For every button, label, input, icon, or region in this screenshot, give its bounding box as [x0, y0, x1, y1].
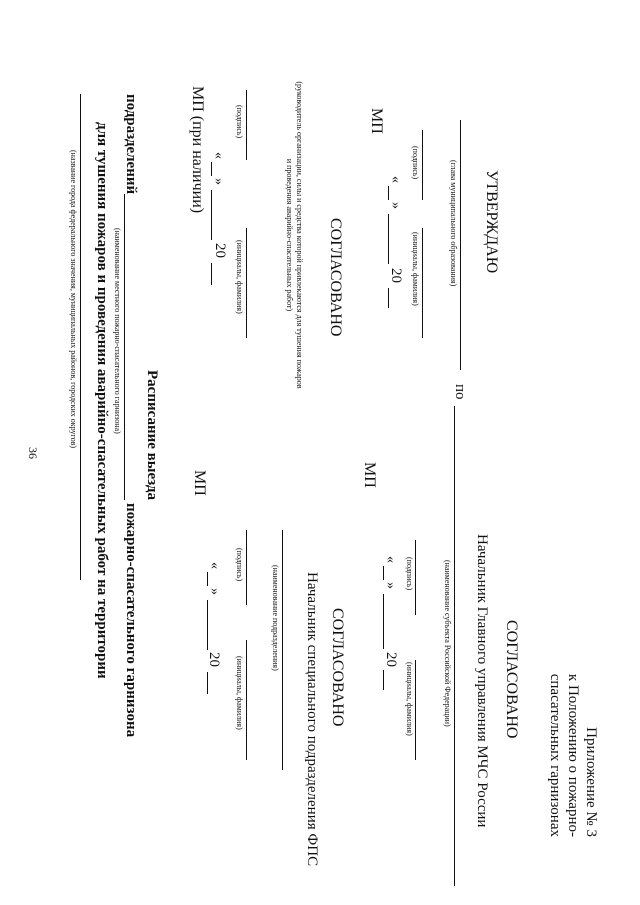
schedule-garrison-line: [124, 194, 125, 500]
mchs-po: по: [452, 384, 468, 400]
approve-heading: УТВЕРЖДАЮ: [483, 170, 500, 274]
fps-day-line: [207, 572, 208, 586]
org-name-caption: (инициалы, фамилия): [235, 240, 244, 314]
org-date-open: «: [211, 152, 226, 159]
page-number: 36: [26, 447, 40, 459]
fps-signature-line: [246, 530, 247, 605]
org-stamp: МП (при наличии): [189, 86, 206, 214]
fps-title: Начальник специального подразделения ФПС: [304, 572, 320, 867]
fps-year-line: [207, 672, 208, 694]
mchs-date-close: »: [383, 582, 398, 589]
approve-position-line: [460, 120, 461, 370]
org-date-close: »: [211, 178, 226, 185]
fps-heading: СОГЛАСОВАНО: [329, 608, 346, 727]
approve-position-caption: (глава муниципального образования): [449, 160, 458, 287]
org-signature-line: [246, 90, 247, 160]
mchs-name-caption: (инициалы, фамилия): [405, 662, 414, 736]
schedule-territory-line: [80, 94, 81, 580]
approve-name-line: [422, 228, 423, 338]
fps-month-line: [207, 600, 208, 650]
org-year-line: [211, 263, 212, 285]
mchs-year-prefix: 20: [383, 652, 399, 667]
approve-date-close: »: [388, 202, 403, 209]
fps-signature-caption: (подпись): [235, 548, 244, 582]
mchs-subject-line: [454, 406, 455, 886]
appendix-line-3: спасательных гарнизонах: [547, 673, 563, 837]
fps-date-open: «: [207, 562, 222, 569]
org-position-caption: (руководитель организации, силы и средства которой привлекаются для тушения пожаров и проведения аварийно-спасательных работ): [285, 81, 304, 389]
mchs-signature-line: [415, 540, 416, 615]
org-name-line: [246, 228, 247, 338]
schedule-line-right: пожарно-спасательного гарнизона: [123, 503, 139, 738]
mchs-date-open: «: [383, 556, 398, 563]
mchs-signature-caption: (подпись): [405, 557, 414, 591]
approve-name-caption: (инициалы, фамилия): [411, 232, 420, 306]
approve-date-open: «: [388, 176, 403, 183]
mchs-stamp: МП: [361, 462, 378, 488]
schedule-line-2: для тушения пожаров и проведения аварийно-спасательных работ на территории: [94, 122, 110, 679]
mchs-title: Начальник Главного управления МЧС России: [474, 534, 490, 828]
org-year-prefix: 20: [212, 243, 228, 258]
org-signature-caption: (подпись): [235, 105, 244, 139]
approve-signature-line: [422, 130, 423, 200]
approve-signature-caption: (подпись): [411, 146, 420, 180]
mchs-month-line: [383, 594, 384, 649]
mchs-year-line: [383, 670, 384, 690]
schedule-garrison-caption: (наименование местного пожарно-спасательного гарнизона): [113, 228, 122, 434]
org-day-line: [211, 162, 212, 176]
schedule-territory-caption: (название города федерального значения, муниципальных районов, городских округов): [69, 150, 78, 449]
approve-year-line: [388, 288, 389, 308]
appendix-number: Приложение № 3: [583, 727, 599, 837]
schedule-title: Расписание выезда: [144, 370, 160, 500]
fps-stamp: МП: [191, 470, 208, 496]
fps-year-prefix: 20: [206, 652, 222, 667]
approve-month-line: [388, 214, 389, 264]
org-heading: СОГЛАСОВАНО: [327, 218, 344, 337]
fps-unit-line: [282, 530, 283, 770]
schedule-line-left: подразделений: [123, 94, 139, 195]
approve-day-line: [388, 186, 389, 200]
fps-date-close: »: [207, 588, 222, 595]
fps-name-line: [246, 640, 247, 760]
mchs-day-line: [383, 566, 384, 580]
approve-year-prefix: 20: [388, 268, 404, 283]
mchs-heading: СОГЛАСОВАНО: [503, 620, 520, 739]
appendix-header: [546, 674, 600, 837]
fps-unit-caption: (наименование подразделения): [271, 565, 280, 671]
mchs-subject-caption: (наименование субъекта Российской Федерации): [443, 560, 452, 727]
approve-stamp: МП: [368, 108, 385, 134]
mchs-name-line: [415, 660, 416, 760]
appendix-line-2: к Положению о пожарно-: [565, 673, 581, 837]
org-month-line: [211, 190, 212, 240]
fps-name-caption: (инициалы, фамилия): [235, 656, 244, 730]
